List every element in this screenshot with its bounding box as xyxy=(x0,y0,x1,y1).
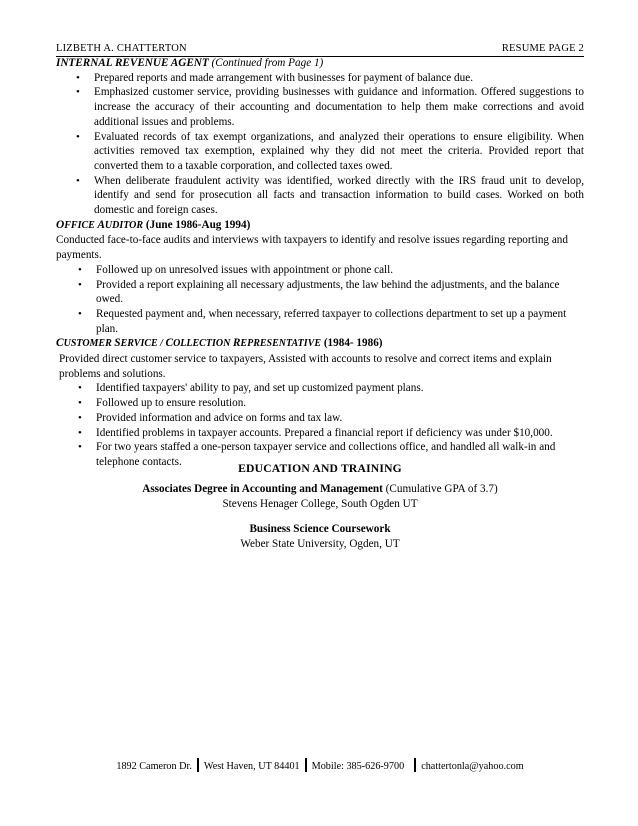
irs-job-title xyxy=(56,56,584,71)
customer-service-bullets xyxy=(56,381,584,469)
customer-service-title xyxy=(56,336,584,352)
role-title-initial: R xyxy=(232,337,241,350)
degree-gpa: (Cumulative GPA of 3.7) xyxy=(382,483,498,495)
list-item: • Identified problems in taxpayer accounts. Prepared a financial report if deficiency was under $10,000. xyxy=(56,426,584,441)
footer-divider xyxy=(414,758,416,772)
role-title-initial: O xyxy=(56,218,65,231)
education-degree-block xyxy=(56,482,584,511)
office-auditor-title xyxy=(56,218,584,234)
role-title-part: OLLECTION xyxy=(173,338,233,350)
degree-name: Associates Degree in Accounting and Management xyxy=(142,483,383,495)
irs-title: INTERNAL REVENUE AGENT xyxy=(56,57,209,69)
office-auditor-description: Conducted face-to-face audits and interviews with taxpayers to identify and resolve issues regarding reporting and payments. xyxy=(56,234,568,262)
irs-continued-note: (Continued from Page 1) xyxy=(211,57,324,69)
office-auditor-bullets xyxy=(56,263,584,337)
footer-city: West Haven, UT 84401 xyxy=(203,761,300,772)
footer-email[interactable]: chattertonla@yahoo.com xyxy=(421,761,524,772)
footer-divider xyxy=(197,758,199,772)
list-item: • Followed up to ensure resolution. xyxy=(56,396,584,411)
list-item: • Prepared reports and made arrangement with businesses for payment of balance due. xyxy=(56,71,584,86)
page-header xyxy=(56,42,584,57)
role-title-initial: C xyxy=(56,337,64,350)
role-title-part: UDITOR xyxy=(104,219,144,231)
office-auditor-dates: (June 1986-Aug 1994) xyxy=(143,218,251,231)
experience-section xyxy=(56,56,584,470)
list-item: • Followed up on unresolved issues with appointment or phone call. xyxy=(56,263,584,278)
irs-bullets xyxy=(56,71,584,218)
education-coursework-block xyxy=(56,522,584,551)
footer-address: 1892 Cameron Dr. xyxy=(116,761,192,772)
list-item: • Provided a report explaining all necessary adjustments, the law behind the adjustments, and the balance owed. xyxy=(56,278,584,307)
role-title-initial: S xyxy=(114,337,121,350)
role-title-initial: A xyxy=(97,218,105,231)
header-name: LIZBETH A. CHATTERTON xyxy=(56,43,187,54)
contact-footer xyxy=(56,758,584,772)
list-item: • Provided information and advice on forms and tax law. xyxy=(56,411,584,426)
role-title-part: ERVICE / xyxy=(120,338,166,350)
coursework-school: Weber State University, Ogden, UT xyxy=(240,537,400,550)
customer-service-dates: (1984- 1986) xyxy=(321,337,383,350)
education-heading: EDUCATION AND TRAINING xyxy=(238,462,402,475)
list-item: • Identified taxpayers' ability to pay, and set up customized payment plans. xyxy=(56,381,584,396)
list-item: • Requested payment and, when necessary, referred taxpayer to collections department to set up a payment plan. xyxy=(56,307,584,336)
list-item: • When deliberate fraudulent activity was identified, worked directly with the IRS fraud unit to develop, identify and send for prosecution all facts and transaction information to build cases. Worked on both domestic and foreign cases. xyxy=(56,174,584,218)
role-title-part: EPRESENTATIVE xyxy=(240,338,322,350)
list-item: • Emphasized customer service, providing businesses with guidance and information. Offered suggestions to increase the accuracy of their accounting and documentation to help them make corrections and avoid additional issues and problems. xyxy=(56,85,584,129)
header-page-label: RESUME PAGE 2 xyxy=(501,43,584,54)
role-title-initial: C xyxy=(165,337,174,350)
list-item: • For two years staffed a one-person taxpayer service and collections office, and handled all walk-in and telephone contacts. xyxy=(56,440,584,469)
degree-school: Stevens Henager College, South Ogden UT xyxy=(222,497,418,510)
footer-phone: Mobile: 385-626-9700 xyxy=(311,761,405,772)
coursework-title: Business Science Coursework xyxy=(249,523,391,535)
footer-divider xyxy=(305,758,307,772)
role-title-part: USTOMER xyxy=(63,338,115,350)
customer-service-description: Provided direct customer service to taxpayers, Assisted with accounts to resolve and correct items and explain problems and solutions. xyxy=(59,353,552,380)
role-title-part: FFICE xyxy=(64,219,98,231)
list-item: • Evaluated records of tax exempt organizations, and analyzed their operations to ensure eligibility. When activities removed tax exemption, explained why they did not meet the criteria. Provided report that converted them to a taxable corporation, and collected taxes owed. xyxy=(56,130,584,174)
